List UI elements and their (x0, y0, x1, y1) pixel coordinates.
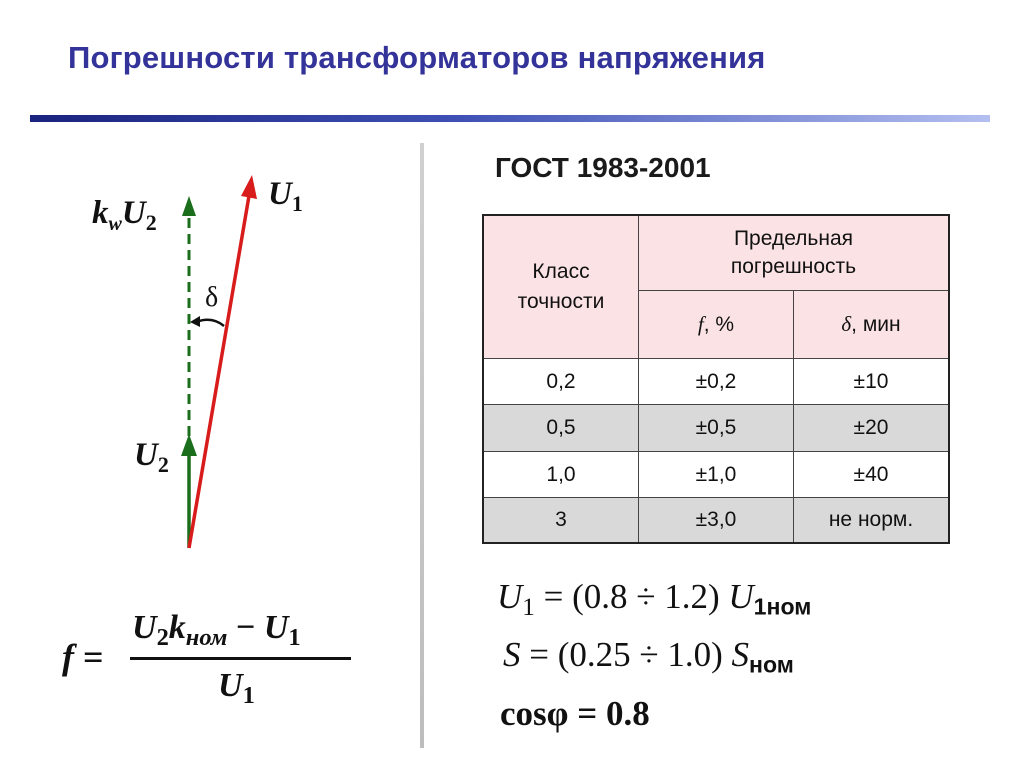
header-class: Класс точности (483, 215, 639, 359)
cell-f: ±3,0 (639, 498, 794, 544)
formula-f-denominator: $U_1$ (218, 667, 255, 709)
U1-vector (189, 190, 250, 548)
page-title: Погрешности трансформаторов напряжения (68, 40, 766, 75)
fraction-bar (130, 657, 351, 660)
header-f: f, % (639, 291, 794, 359)
accuracy-table (482, 214, 950, 544)
header-limit: Предельная погрешность (639, 215, 950, 291)
kwU2-label: $k_wU_2$ (92, 195, 157, 235)
delta-arc-arrowhead (190, 316, 200, 327)
table-row (483, 405, 949, 452)
U1-arrowhead (241, 175, 257, 199)
kwU2-arrowhead (182, 196, 196, 216)
table-row (483, 452, 949, 498)
cell-f: ±0,5 (639, 405, 794, 452)
delta-arc (196, 320, 224, 326)
cell-f: ±0,2 (639, 359, 794, 405)
formula-f-lhs: f = (62, 637, 104, 677)
condition-u1: $U_1 = (0.8 \div 1.2)$ $U_{1ном}$ (497, 577, 812, 622)
cell-class: 0,5 (483, 405, 639, 452)
cell-delta: ±40 (794, 452, 950, 498)
cell-class: 3 (483, 498, 639, 544)
cell-delta: ±10 (794, 359, 950, 405)
table-row (483, 359, 949, 405)
header-delta: δ, мин (794, 291, 950, 359)
cell-class: 0,2 (483, 359, 639, 405)
table-row (483, 498, 949, 544)
condition-cos: cosφ = 0.8 (500, 694, 650, 733)
cell-f: ±1,0 (639, 452, 794, 498)
cell-delta: ±20 (794, 405, 950, 452)
U1-label: $U_1$ (268, 176, 303, 216)
standard-label: ГОСТ 1983-2001 (495, 152, 711, 183)
U2-label: $U_2$ (134, 437, 169, 477)
delta-label: δ (205, 282, 219, 313)
formula-f-numerator: $U_2k_{ном} - U_1$ (132, 609, 301, 651)
U2-arrowhead (181, 434, 197, 456)
vertical-divider (420, 143, 424, 748)
cell-class: 1,0 (483, 452, 639, 498)
cell-delta: не норм. (794, 498, 950, 544)
condition-s: S = (0.25 ÷ 1.0) $S_{ном}$ (503, 635, 794, 678)
